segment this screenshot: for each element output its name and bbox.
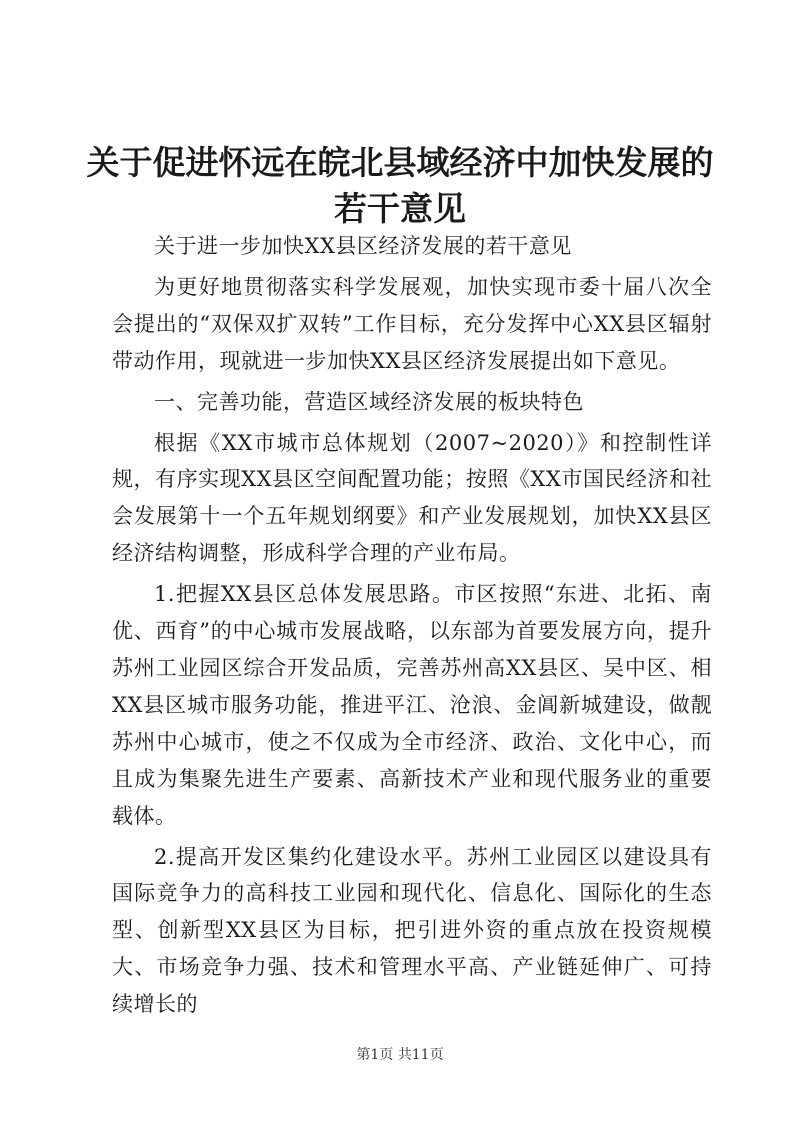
document-body xyxy=(112,228,712,1027)
paragraph-subtitle: 关于进一步加快XX县区经济发展的若干意见 xyxy=(154,234,572,258)
paragraph-item-1: 1.把握XX县区总体发展思路。市区按照“东进、北拓、南优、西育”的中心城市发展战略，以东部为首要发展方向，提升苏州工业园区综合开发品质，完善苏州高XX县区、吴中区、相XX县区城市服务功能，推进平江、沧浪、金阊新城建设，做靓苏州中心城市，使之不仅成为全市经济、政治、文化中心，而且成为集聚先进生产要素、高新技术产业和现代服务业的重要载体。 xyxy=(112,582,712,828)
paragraph-intro: 为更好地贯彻落实科学发展观，加快实现市委十届八次全会提出的“双保双扩双转”工作目标，充分发挥中心XX县区辐射带动作用，现就进一步加快XX县区经济发展提出如下意见。 xyxy=(112,274,712,373)
paragraph-item-2: 2.提高开发区集约化建设水平。苏州工业园区以建设具有国际竞争力的高科技工业园和现代化、信息化、国际化的生态型、创新型XX县区为目标，把引进外资的重点放在投资规模大、市场竞争力强、技术和管理水平高、产业链延伸广、可持续增长的 xyxy=(112,844,712,1017)
document-title: 关于促进怀远在皖北县域经济中加快发展的若干意见 xyxy=(86,143,714,228)
page-number-footer: 第1页 共11页 xyxy=(356,1047,444,1063)
paragraph-planning: 根据《XX市城市总体规划（2007~2020）》和控制性详规，有序实现XX县区空间配置功能；按照《XX市国民经济和社会发展第十一个五年规划纲要》和产业发展规划，加快XX县区经济结构调整，形成科学合理的产业布局。 xyxy=(112,430,712,566)
section-heading-1: 一、完善功能，营造区域经济发展的板块特色 xyxy=(154,389,584,414)
